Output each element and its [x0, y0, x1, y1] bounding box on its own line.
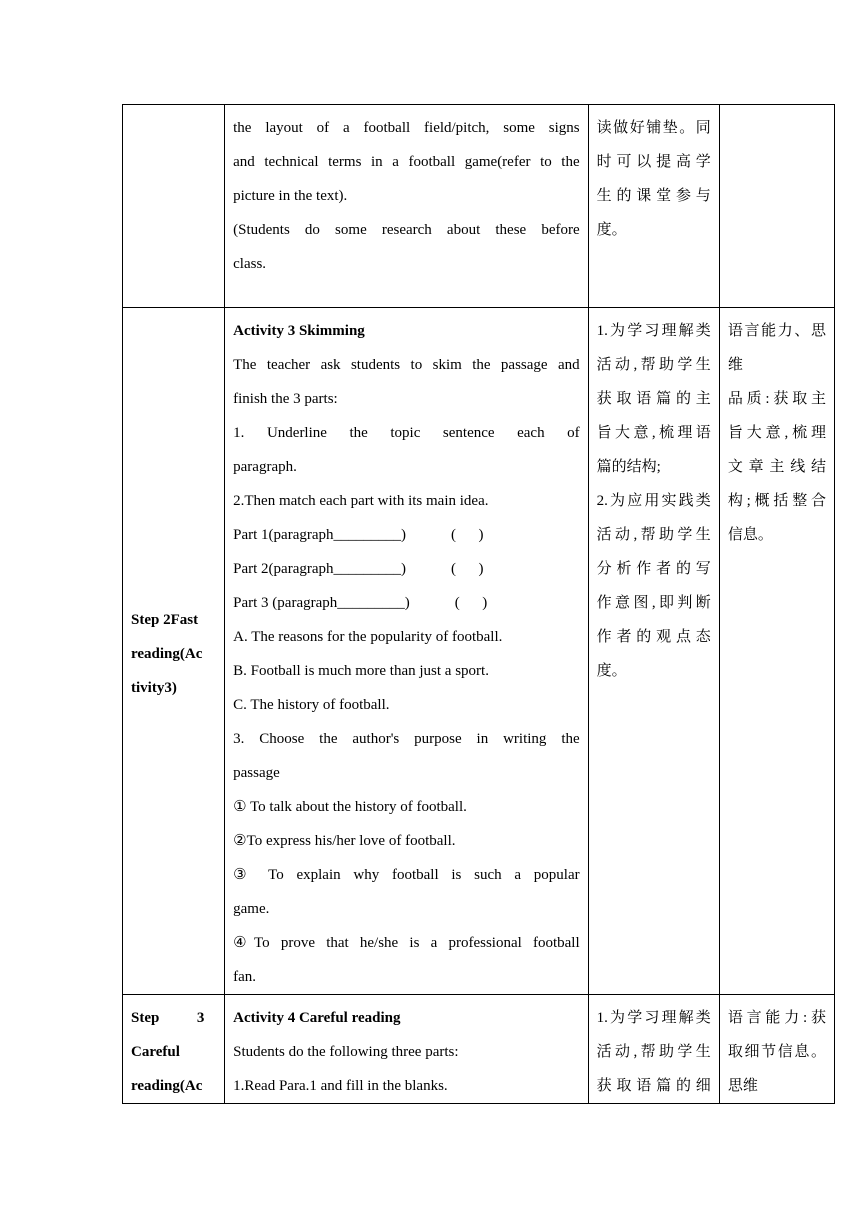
- ability-cell: [719, 995, 834, 1104]
- step-label: reading(Ac: [131, 1078, 203, 1094]
- text-line: 1.Read Para.1 and fill in the blanks.: [233, 1078, 448, 1094]
- step-label: reading(Ac: [131, 646, 203, 662]
- text-line: 取细节信息。: [727, 1044, 826, 1060]
- text-line: 度。: [596, 222, 627, 238]
- text-line: 旨大意,梳理语: [596, 425, 711, 441]
- step-label: Step 2Fast: [131, 612, 199, 628]
- text-line: 维: [727, 357, 743, 373]
- text-line: 获取语篇的细: [596, 1078, 711, 1094]
- text-line: The teacher ask students to skim the passage and: [233, 357, 580, 373]
- text-line: 时可以提高学: [596, 154, 711, 170]
- text-line: 活动,帮助学生: [596, 527, 711, 543]
- activity-cell: [225, 105, 589, 308]
- activity-title: Activity 3 Skimming: [233, 323, 365, 339]
- text-line: 读做好铺垫。同: [596, 120, 711, 136]
- text-line: 活动,帮助学生: [596, 357, 711, 373]
- table-row: [123, 308, 835, 995]
- activity-cell: [225, 995, 589, 1104]
- text-line: ②To express his/her love of football.: [233, 833, 456, 849]
- text-line: 1.为学习理解类: [596, 323, 711, 339]
- table-row: [123, 105, 835, 308]
- text-line: ③ To explain why football is such a popular: [233, 867, 580, 883]
- activity-title: Activity 4 Careful reading: [233, 1010, 401, 1026]
- text-line: 作意图,即判断: [596, 595, 711, 611]
- text-line: 1.为学习理解类: [596, 1010, 711, 1026]
- intent-cell: [588, 105, 719, 308]
- text-line: Part 2(paragraph_________) ( ): [233, 561, 484, 577]
- lesson-plan-table: [122, 104, 835, 1104]
- text-line: 思维: [727, 1078, 758, 1094]
- text-line: C. The history of football.: [233, 697, 390, 713]
- text-line: 度。: [596, 663, 627, 679]
- text-line: 活动,帮助学生: [596, 1044, 711, 1060]
- text-line: 2.Then match each part with its main idea.: [233, 493, 489, 509]
- text-line: Part 1(paragraph_________) ( ): [233, 527, 484, 543]
- ability-cell: [719, 105, 834, 308]
- table-row: [123, 995, 835, 1104]
- text-line: Part 3 (paragraph_________) ( ): [233, 595, 488, 611]
- text-line: 获取语篇的主: [596, 391, 711, 407]
- text-line: passage: [233, 765, 280, 781]
- text-line: 作者的观点态: [596, 629, 711, 645]
- text-line: 1. Underline the topic sentence each of: [233, 425, 580, 441]
- step-cell: [123, 995, 225, 1104]
- text-line: 构;概括整合: [727, 493, 826, 509]
- text-line: 生的课堂参与: [596, 188, 711, 204]
- intent-cell: [588, 995, 719, 1104]
- text-line: 品质:获取主: [727, 391, 826, 407]
- step-label: Step 3: [131, 1010, 205, 1026]
- text-line: paragraph.: [233, 459, 297, 475]
- text-line: A. The reasons for the popularity of football.: [233, 629, 503, 645]
- activity-cell: [225, 308, 589, 995]
- text-line: ④To prove that he/she is a professional football: [233, 935, 580, 951]
- text-line: 分析作者的写: [596, 561, 711, 577]
- text-line: picture in the text).: [233, 188, 348, 204]
- text-line: 信息。: [727, 527, 773, 543]
- text-line: 语言能力、思: [727, 323, 826, 339]
- text-line: 语言能力:获: [727, 1010, 826, 1026]
- step-cell: [123, 105, 225, 308]
- text-line: B. Football is much more than just a sport.: [233, 663, 489, 679]
- ability-cell: [719, 308, 834, 995]
- text-line: and technical terms in a football game(refer to the: [233, 154, 580, 170]
- text-line: game.: [233, 901, 270, 917]
- text-line: class.: [233, 256, 267, 272]
- text-line: Students do the following three parts:: [233, 1044, 459, 1060]
- text-line: the layout of a football field/pitch, some signs: [233, 120, 580, 136]
- intent-cell: [588, 308, 719, 995]
- step-label: Careful: [131, 1044, 180, 1060]
- text-line: fan.: [233, 969, 257, 985]
- step-cell: [123, 308, 225, 995]
- text-line: ① To talk about the history of football.: [233, 799, 467, 815]
- text-line: 文章主线结: [727, 459, 826, 475]
- text-line: 2.为应用实践类: [596, 493, 711, 509]
- step-label: tivity3): [131, 680, 177, 696]
- text-line: 3. Choose the author's purpose in writing the: [233, 731, 580, 747]
- text-line: (Students do some research about these before: [233, 222, 580, 238]
- text-line: 旨大意,梳理: [727, 425, 826, 441]
- text-line: 篇的结构;: [596, 459, 661, 475]
- text-line: finish the 3 parts:: [233, 391, 338, 407]
